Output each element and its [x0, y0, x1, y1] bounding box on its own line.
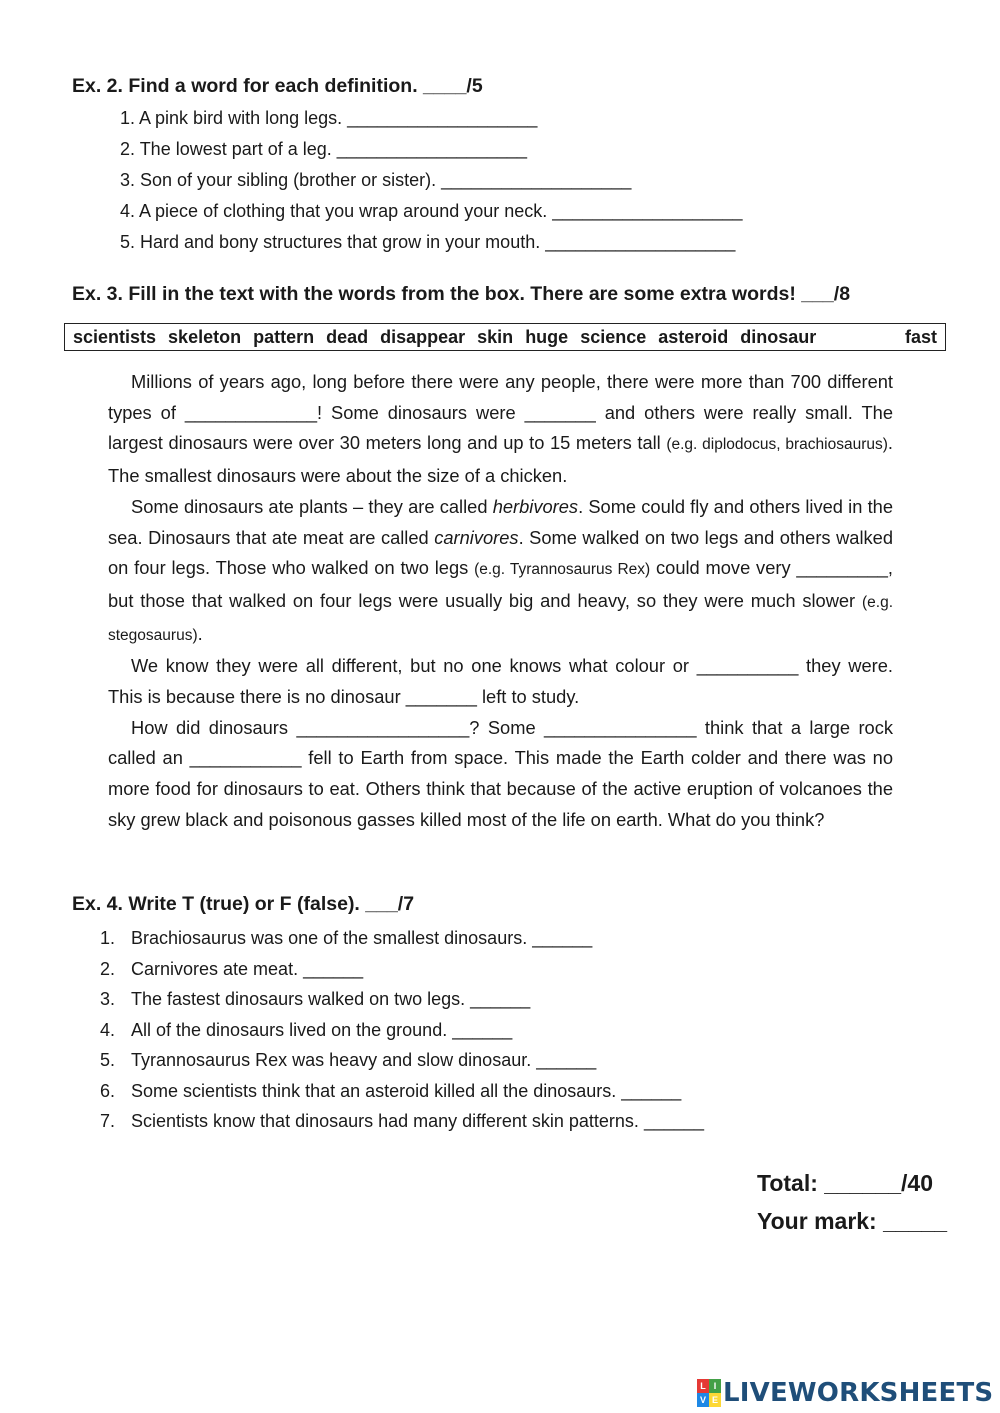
- liveworksheets-logo: [697, 1377, 993, 1409]
- term-herbivores: herbivores: [492, 495, 579, 517]
- ex2-item-2[interactable]: 2. The lowest part of a leg. ___________________: [120, 139, 527, 159]
- paragraph-text: . Some could fly and others lived in the sea. Dinosaurs that ate meat are called: [108, 495, 893, 548]
- paragraph-text: could move very _________, but those that walked on four legs were usually big and heavy, so they were much slower: [108, 557, 894, 611]
- word-box-word: science: [580, 326, 647, 347]
- ex4-item[interactable]: [100, 925, 704, 956]
- ex3-paragraph-1: [108, 367, 893, 492]
- ex4-item[interactable]: [100, 1078, 704, 1109]
- logo-letter-e: E: [709, 1393, 721, 1407]
- ex2-definition-list: [120, 105, 742, 260]
- item-text: All of the dinosaurs lived on the ground. ______: [131, 1019, 513, 1040]
- liveworksheets-logo-icon: [697, 1379, 721, 1407]
- item-number: 3.: [100, 989, 116, 1009]
- item-number: 1.: [100, 928, 116, 948]
- liveworksheets-logo-text: LIVEWORKSHEETS: [723, 1378, 994, 1408]
- word-box-word: asteroid: [658, 326, 729, 347]
- word-box-word: skin: [477, 326, 514, 347]
- example-note: (e.g. stegosaurus): [108, 593, 893, 644]
- ex4-item[interactable]: [100, 986, 704, 1017]
- word-box-word: huge: [525, 326, 569, 347]
- item-number: 7.: [100, 1111, 116, 1131]
- ex4-item[interactable]: [100, 1017, 704, 1048]
- paragraph-text: Millions of years ago, long before there were any people, there were more than 700 different types of _____________! Some dinosaurs were _______ and others were really small. The largest dinosaurs were over 30 meters long and up to 15 meters tall: [108, 371, 893, 454]
- item-number: 5.: [100, 1050, 116, 1070]
- logo-letter-i: I: [709, 1379, 721, 1393]
- paragraph-text: . Some walked on two legs and others walked on four legs. Those who walked on two legs: [108, 526, 893, 579]
- example-note: (e.g. Tyrannosaurus Rex): [474, 561, 651, 579]
- item-text: Carnivores ate meat. ______: [131, 958, 364, 979]
- example-note: (e.g. diplodocus, brachiosaurus): [666, 436, 888, 454]
- paragraph-text: .: [197, 622, 203, 644]
- ex2-item-1[interactable]: 1. A pink bird with long legs. ___________________: [120, 108, 538, 128]
- total-score: Total: ______/40: [757, 1170, 934, 1196]
- ex2-item-4[interactable]: 4. A piece of clothing that you wrap around your neck. ___________________: [120, 201, 743, 221]
- item-number: 4.: [100, 1019, 116, 1040]
- word-box-word: dinosaur: [740, 326, 817, 347]
- ex2-item-5[interactable]: 5. Hard and bony structures that grow in your mouth. ___________________: [120, 232, 736, 252]
- ex2-heading: Ex. 2. Find a word for each definition. ____/5: [72, 75, 483, 97]
- ex3-paragraph-4: How did dinosaurs _________________? Some _______________ think that a large rock called an ___________ fell to Earth from space. This made the Earth colder and there was no more food for dinosaurs to eat. Others think that because of the active eruption of volcanoes the sky grew black and poisonous gasses killed most of the life on earth. What do you think?: [108, 716, 893, 830]
- your-mark[interactable]: Your mark: _____: [757, 1208, 948, 1234]
- word-box-word: dead: [326, 326, 369, 347]
- item-text: Some scientists think that an asteroid killed all the dinosaurs. ______: [131, 1080, 682, 1101]
- ex4-item[interactable]: [100, 1108, 704, 1139]
- ex4-statement-list: [100, 925, 704, 1139]
- ex4-item[interactable]: [100, 956, 704, 987]
- word-box-word: fast: [904, 326, 937, 347]
- word-box-word: skeleton: [168, 326, 242, 347]
- logo-letter-v: V: [697, 1393, 709, 1407]
- word-box-word: pattern: [253, 326, 315, 347]
- paragraph-text: Some dinosaurs ate plants – they are called: [131, 495, 493, 517]
- term-carnivores: carnivores: [434, 526, 519, 548]
- ex4-heading: Ex. 4. Write T (true) or F (false). ___/7: [72, 893, 415, 915]
- item-text: The fastest dinosaurs walked on two legs. ______: [131, 989, 531, 1009]
- item-number: 6.: [100, 1080, 116, 1101]
- item-text: Brachiosaurus was one of the smallest dinosaurs. ______: [131, 928, 593, 948]
- ex2-item-3[interactable]: 3. Son of your sibling (brother or sister). ___________________: [120, 170, 632, 190]
- item-text: Tyrannosaurus Rex was heavy and slow dinosaur. ______: [131, 1050, 597, 1070]
- logo-letter-l: L: [697, 1379, 709, 1393]
- ex3-word-box: [64, 323, 946, 351]
- ex3-heading: Ex. 3. Fill in the text with the words from the box. There are some extra words! ___/8: [72, 283, 851, 305]
- paragraph-text: . The smallest dinosaurs were about the size of a chicken.: [108, 432, 893, 487]
- word-box-word: disappear: [380, 326, 466, 347]
- item-text: Scientists know that dinosaurs had many different skin patterns. ______: [131, 1111, 705, 1131]
- word-box-word: scientists: [73, 326, 157, 347]
- item-number: 2.: [100, 958, 116, 979]
- ex4-item[interactable]: [100, 1047, 704, 1078]
- ex3-text: [108, 367, 893, 836]
- ex3-paragraph-2: [108, 492, 893, 652]
- ex3-paragraph-3: We know they were all different, but no one knows what colour or __________ they were. This is because there is no dinosaur _______ left to study.: [108, 655, 893, 708]
